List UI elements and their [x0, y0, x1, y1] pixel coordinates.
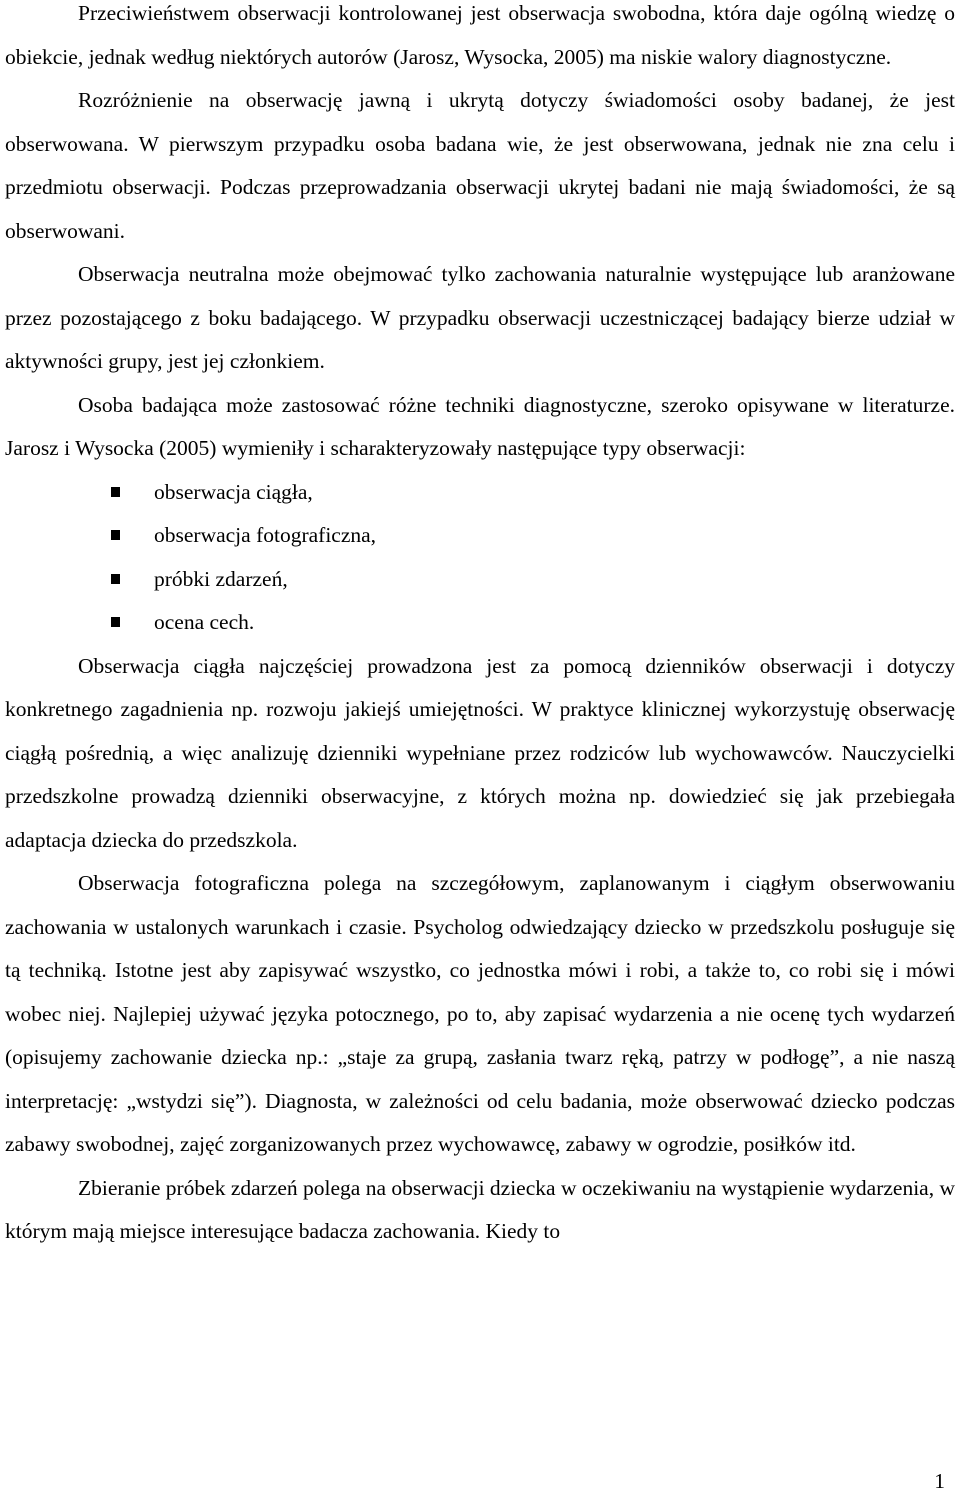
- document-page: [5, 0, 955, 1254]
- square-bullet-icon: [111, 487, 120, 497]
- list-item-label: próbki zdarzeń,: [154, 566, 288, 591]
- paragraph-open-hidden-observation: Rozróżnienie na obserwację jawną i ukrytą dotyczy świadomości osoby badanej, że jest obserwowana. W pierwszym przypadku osoba badana wie, że jest obserwowana, jednak nie zna celu i przedmiotu obserwacji. Podczas przeprowadzania obserwacji ukrytej badani nie mają świadomości, że są obserwowani.: [5, 88, 955, 243]
- paragraph-free-observation: Przeciwieństwem obserwacji kontrolowanej jest obserwacja swobodna, która daje ogólną wiedzę o obiekcie, jednak według niektórych autorów (Jarosz, Wysocka, 2005) ma niskie walory diagnostyczne.: [5, 1, 955, 69]
- list-item-label: obserwacja fotograficzna,: [154, 523, 377, 547]
- list-item: [5, 514, 955, 558]
- square-bullet-icon: [111, 574, 120, 584]
- list-item-label: ocena cech.: [154, 610, 255, 634]
- list-item-label: obserwacja ciągła,: [154, 479, 313, 504]
- list-item: [5, 601, 955, 645]
- square-bullet-icon: [111, 617, 120, 627]
- paragraph-diagnostic-techniques: Osoba badająca może zastosować różne techniki diagnostyczne, szeroko opisywane w literaturze. Jarosz i Wysocka (2005) wymieniły i scharakteryzowały następujące typy obserwacji:: [5, 392, 955, 460]
- paragraph-photographic-observation: Obserwacja fotograficzna polega na szczegółowym, zaplanowanym i ciągłym obserwowaniu zachowania w ustalonych warunkach i czasie. Psycholog odwiedzający dziecko w przedszkolu posługuje się tą techniką. Istotne jest aby zapisywać wszystko, co jednostka mówi i robi, a także to, co robi się i mówi wobec niej. Najlepiej używać języka potocznego, po to, aby zapisać wydarzenia a nie ocenę tych wydarzeń (opisujemy zachowanie dziecka np.: „staje za grupą, zasłania twarz ręką, patrzy w podłogę”, a nie naszą interpretację: „wstydzi się”). Diagnosta, w zależności od celu badania, może obserwować dziecko podczas zabawy swobodnej, zajęć zorganizowanych przez wychowawcę, zabawy w ogrodzie, posiłków itd.: [5, 871, 955, 1156]
- list-item: [5, 471, 955, 515]
- list-item: [5, 558, 955, 602]
- paragraph-neutral-observation: Obserwacja neutralna może obejmować tylko zachowania naturalnie występujące lub aranżowane przez pozostającego z boku badającego. W przypadku obserwacji uczestniczącej badający bierze udział w aktywności grupy, jest jej członkiem.: [5, 262, 955, 373]
- page-number: 1: [934, 1469, 945, 1493]
- observation-types-list: [5, 471, 955, 645]
- paragraph-event-sampling: Zbieranie próbek zdarzeń polega na obserwacji dziecka w oczekiwaniu na wystąpienie wydarzenia, w którym mają miejsce interesujące badacza zachowania. Kiedy to: [5, 1175, 955, 1243]
- paragraph-continuous-observation: Obserwacja ciągła najczęściej prowadzona jest za pomocą dzienników obserwacji i dotyczy konkretnego zagadnienia np. rozwoju jakiejś umiejętności. W praktyce klinicznej wykorzystuję obserwację ciągłą pośrednią, a więc analizuję dzienniki wypełniane przez rodziców lub wychowawców. Nauczycielki przedszkolne prowadzą dzienniki obserwacyjne, z których można np. dowiedzieć się jak przebiegała adaptacja dziecka do przedszkola.: [5, 653, 955, 852]
- square-bullet-icon: [111, 530, 120, 540]
